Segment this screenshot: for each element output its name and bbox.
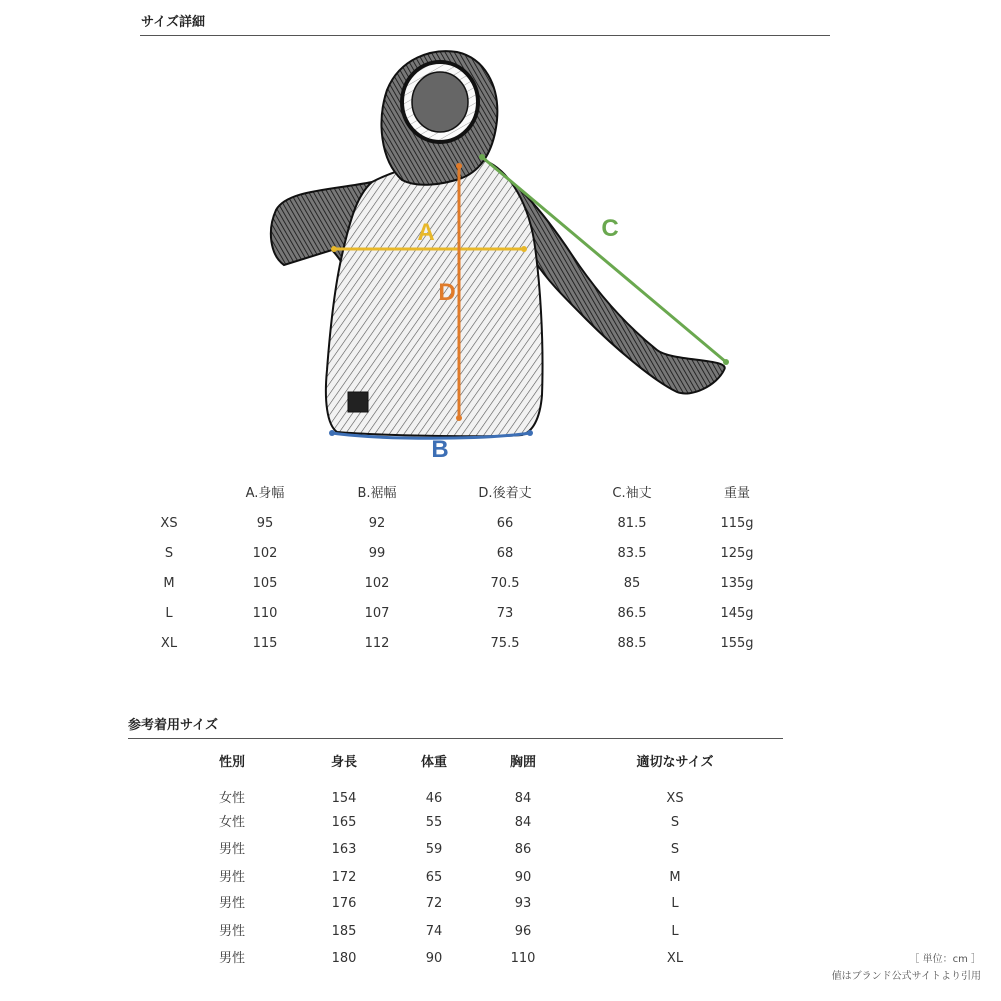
- table-cell: 107: [364, 606, 390, 621]
- source-note: 値はブランド公式サイトより引用: [831, 971, 981, 982]
- table-cell: 72: [425, 896, 443, 911]
- table-cell: 95: [256, 516, 274, 531]
- table-cell: 46: [425, 791, 443, 806]
- table-cell: XS: [666, 791, 684, 806]
- unit-note: ［ 単位：cm ］: [909, 954, 981, 965]
- size-header-weight: 重量: [723, 486, 751, 501]
- size-header-c: C.袖丈: [612, 486, 652, 501]
- table-cell: 180: [331, 951, 357, 966]
- label-d: D: [438, 279, 456, 306]
- table-cell: 83.5: [617, 546, 647, 561]
- table-cell: 55: [425, 815, 443, 830]
- table-cell: 70.5: [490, 576, 520, 591]
- table-cell: 86.5: [617, 606, 647, 621]
- size-label: S: [164, 546, 174, 561]
- table-cell: 75.5: [490, 636, 520, 651]
- table-cell: 74: [425, 924, 443, 939]
- table-cell: 男性: [218, 896, 246, 911]
- table-cell: 84: [514, 815, 532, 830]
- table-cell: 女性: [218, 791, 246, 806]
- ref-header-chest: 胸囲: [509, 755, 537, 770]
- table-cell: 154: [331, 791, 357, 806]
- table-cell: 99: [368, 546, 386, 561]
- title-divider: [140, 35, 830, 36]
- table-cell: 185: [331, 924, 357, 939]
- ref-header-weight: 体重: [420, 755, 448, 770]
- size-header-d: D.後着丈: [478, 486, 532, 501]
- table-cell: 110: [252, 606, 278, 621]
- table-cell: 110: [510, 951, 536, 966]
- table-cell: 81.5: [617, 516, 647, 531]
- table-cell: 男性: [218, 870, 246, 885]
- table-cell: 145g: [720, 606, 754, 621]
- table-cell: 男性: [218, 924, 246, 939]
- hoodie-measurement-illustration: [262, 40, 742, 470]
- table-cell: 102: [364, 576, 390, 591]
- table-cell: 135g: [720, 576, 754, 591]
- reference-title-divider: [128, 738, 783, 739]
- table-cell: XL: [666, 951, 684, 966]
- table-cell: 155g: [720, 636, 754, 651]
- table-cell: 96: [514, 924, 532, 939]
- label-a: A: [417, 219, 435, 246]
- table-cell: 90: [514, 870, 532, 885]
- table-cell: 172: [331, 870, 357, 885]
- size-label: XL: [160, 636, 178, 651]
- label-c: C: [601, 215, 619, 242]
- label-b: B: [431, 436, 449, 463]
- table-cell: M: [669, 870, 681, 885]
- table-cell: 66: [496, 516, 514, 531]
- ref-header-gender: 性別: [218, 755, 246, 770]
- table-cell: 65: [425, 870, 443, 885]
- ref-header-height: 身長: [330, 755, 358, 770]
- table-cell: 176: [331, 896, 357, 911]
- size-details-title: サイズ詳細: [141, 15, 205, 30]
- table-cell: 女性: [218, 815, 246, 830]
- table-cell: 59: [425, 842, 443, 857]
- table-cell: 115: [252, 636, 278, 651]
- reference-size-title: 参考着用サイズ: [128, 718, 218, 733]
- ref-header-size: 適切なサイズ: [636, 755, 714, 770]
- table-cell: 男性: [218, 951, 246, 966]
- table-cell: 86: [514, 842, 532, 857]
- logo-patch: [348, 392, 368, 412]
- table-cell: 93: [514, 896, 532, 911]
- table-cell: 115g: [720, 516, 754, 531]
- table-cell: 73: [496, 606, 514, 621]
- table-cell: S: [670, 842, 680, 857]
- table-cell: L: [671, 896, 679, 911]
- table-cell: 125g: [720, 546, 754, 561]
- table-cell: 84: [514, 791, 532, 806]
- table-cell: 92: [368, 516, 386, 531]
- table-cell: 85: [623, 576, 641, 591]
- table-cell: 男性: [218, 842, 246, 857]
- table-cell: 165: [331, 815, 357, 830]
- table-cell: 112: [364, 636, 390, 651]
- table-cell: 88.5: [617, 636, 647, 651]
- size-header-b: B.裾幅: [357, 486, 397, 501]
- table-cell: 68: [496, 546, 514, 561]
- table-cell: S: [670, 815, 680, 830]
- size-label: L: [165, 606, 173, 621]
- size-header-a: A.身幅: [245, 486, 285, 501]
- size-label: XS: [160, 516, 178, 531]
- size-label: M: [163, 576, 175, 591]
- table-cell: 163: [331, 842, 357, 857]
- table-cell: L: [671, 924, 679, 939]
- table-cell: 105: [252, 576, 278, 591]
- table-cell: 90: [425, 951, 443, 966]
- table-cell: 102: [252, 546, 278, 561]
